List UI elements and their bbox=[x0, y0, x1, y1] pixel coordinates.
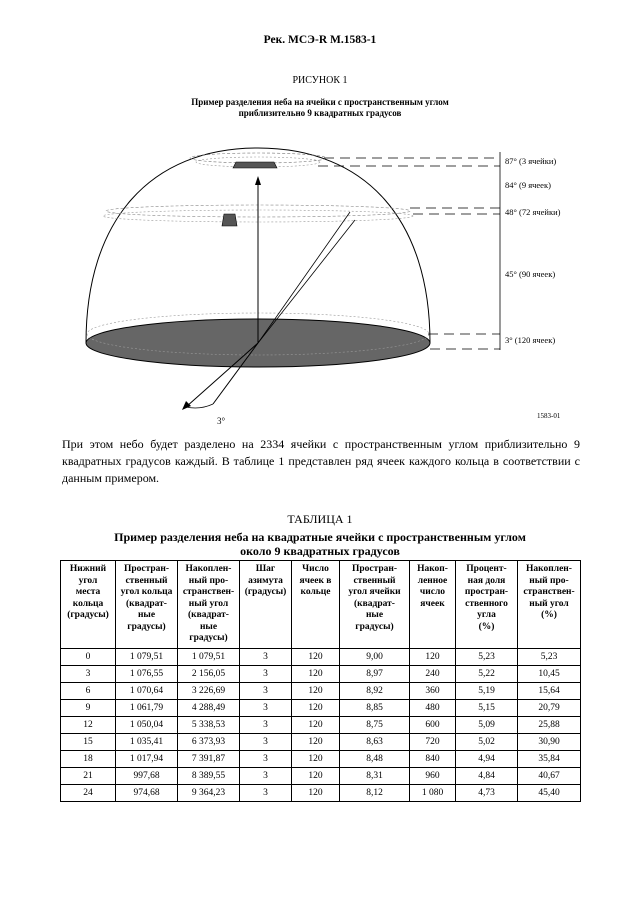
table-cell: 8,31 bbox=[340, 767, 410, 784]
table-cell: 9 364,23 bbox=[178, 784, 240, 801]
table-cell: 24 bbox=[61, 784, 116, 801]
table-row bbox=[61, 699, 581, 716]
table-cell: 1 017,94 bbox=[116, 750, 178, 767]
table-cell: 3 bbox=[240, 750, 292, 767]
table-cell: 8,85 bbox=[340, 699, 410, 716]
table-row bbox=[61, 682, 581, 699]
table-cell: 5,19 bbox=[456, 682, 518, 699]
azimuth-angle-label: 3° bbox=[217, 416, 226, 426]
axis-arrow bbox=[255, 176, 261, 185]
table-cell: 1 061,79 bbox=[116, 699, 178, 716]
table-cell: 5,02 bbox=[456, 733, 518, 750]
figure-label: РИСУНОК 1 bbox=[292, 75, 348, 86]
table-cell: 1 080 bbox=[410, 784, 456, 801]
data-table bbox=[60, 560, 581, 802]
table-row bbox=[61, 733, 581, 750]
table-cell: 35,84 bbox=[518, 750, 581, 767]
table-cell: 5,09 bbox=[456, 716, 518, 733]
figure-id: 1583-01 bbox=[537, 412, 561, 420]
table-cell: 1 076,55 bbox=[116, 665, 178, 682]
table-cell: 120 bbox=[292, 682, 340, 699]
table-cell: 120 bbox=[292, 784, 340, 801]
table-label: ТАБЛИЦА 1 bbox=[287, 512, 353, 526]
table-cell: 360 bbox=[410, 682, 456, 699]
table-cell: 0 bbox=[61, 648, 116, 665]
table-title-line: около 9 квадратных градусов bbox=[240, 544, 400, 558]
table-header-cell: Накоплен- ный про- странствен- ный угол (%) bbox=[518, 561, 581, 649]
table-cell: 3 bbox=[240, 699, 292, 716]
table-cell: 840 bbox=[410, 750, 456, 767]
table-cell: 30,90 bbox=[518, 733, 581, 750]
table-cell: 120 bbox=[292, 716, 340, 733]
table-cell: 45,40 bbox=[518, 784, 581, 801]
table-cell: 9 bbox=[61, 699, 116, 716]
table-cell: 120 bbox=[292, 767, 340, 784]
table-cell: 21 bbox=[61, 767, 116, 784]
table-title-line: Пример разделения неба на квадратные ячейки с пространственным углом bbox=[114, 530, 526, 544]
table-cell: 7 391,87 bbox=[178, 750, 240, 767]
table-cell: 960 bbox=[410, 767, 456, 784]
table-cell: 1 079,51 bbox=[178, 648, 240, 665]
table-cell: 8,75 bbox=[340, 716, 410, 733]
ring-label-3: 3° (120 ячеек) bbox=[505, 335, 556, 345]
table-cell: 15,64 bbox=[518, 682, 581, 699]
table-cell: 5,15 bbox=[456, 699, 518, 716]
table-header-cell: Число ячеек в кольце bbox=[292, 561, 340, 649]
table-header-cell: Накоплен- ный про- странствен- ный угол (квадрат- ные градусы) bbox=[178, 561, 240, 649]
table-cell: 12 bbox=[61, 716, 116, 733]
table-header-cell: Процент- ная доля простран- ственного угла (%) bbox=[456, 561, 518, 649]
table-cell: 40,67 bbox=[518, 767, 581, 784]
table-cell: 1 035,41 bbox=[116, 733, 178, 750]
table-header-cell: Нижний угол места кольца (градусы) bbox=[61, 561, 116, 649]
figure-title-line: приблизительно 9 квадратных градусов bbox=[238, 108, 402, 118]
table-cell: 3 bbox=[240, 682, 292, 699]
table-cell: 120 bbox=[292, 750, 340, 767]
table-row bbox=[61, 784, 581, 801]
table-cell: 18 bbox=[61, 750, 116, 767]
table-cell: 480 bbox=[410, 699, 456, 716]
table-cell: 4,84 bbox=[456, 767, 518, 784]
table-cell: 15 bbox=[61, 733, 116, 750]
table-cell: 974,68 bbox=[116, 784, 178, 801]
ring-label-45: 45° (90 ячеек) bbox=[505, 269, 556, 279]
table-header-cell: Простран- ственный угол кольца (квадрат- ные градусы) bbox=[116, 561, 178, 649]
table-cell: 3 bbox=[240, 767, 292, 784]
table-cell: 10,45 bbox=[518, 665, 581, 682]
table-header-cell: Накоп- ленное число ячеек bbox=[410, 561, 456, 649]
table-cell: 8,97 bbox=[340, 665, 410, 682]
body-paragraph: При этом небо будет разделено на 2334 ячейки с пространственным углом приблизительно 9 квадратных градусов каждый. В таблице 1 представлен ряд ячеек каждого кольца в соответствии с данным примером. bbox=[62, 437, 580, 485]
table-cell: 4,73 bbox=[456, 784, 518, 801]
table-cell: 5,23 bbox=[456, 648, 518, 665]
table-title bbox=[0, 530, 640, 558]
table-cell: 3 bbox=[61, 665, 116, 682]
table-row bbox=[61, 648, 581, 665]
cell-87deg bbox=[233, 162, 277, 168]
table-row bbox=[61, 767, 581, 784]
table-cell: 8,63 bbox=[340, 733, 410, 750]
table-header-row bbox=[61, 561, 581, 649]
table-cell: 120 bbox=[292, 699, 340, 716]
table-cell: 1 070,64 bbox=[116, 682, 178, 699]
table-cell: 3 bbox=[240, 716, 292, 733]
page-header: Рек. МСЭ-R M.1583-1 bbox=[263, 34, 377, 46]
ring-label-48: 48° (72 ячейки) bbox=[505, 207, 561, 217]
table-cell: 5,22 bbox=[456, 665, 518, 682]
table-cell: 2 156,05 bbox=[178, 665, 240, 682]
table-cell: 720 bbox=[410, 733, 456, 750]
table-header-cell: Шаг азимута (градусы) bbox=[240, 561, 292, 649]
table-row bbox=[61, 716, 581, 733]
table-cell: 20,79 bbox=[518, 699, 581, 716]
table-row bbox=[61, 750, 581, 767]
table-body bbox=[61, 648, 581, 801]
ring-87deg bbox=[190, 153, 326, 163]
table-cell: 8 389,55 bbox=[178, 767, 240, 784]
table-cell: 6 bbox=[61, 682, 116, 699]
table-cell: 240 bbox=[410, 665, 456, 682]
table-cell: 3 bbox=[240, 648, 292, 665]
table-cell: 3 bbox=[240, 784, 292, 801]
table-cell: 3 bbox=[240, 733, 292, 750]
table-cell: 5,23 bbox=[518, 648, 581, 665]
table-cell: 8,92 bbox=[340, 682, 410, 699]
table-cell: 9,00 bbox=[340, 648, 410, 665]
figure-title-line: Пример разделения неба на ячейки с пространственным углом bbox=[191, 97, 449, 107]
table-cell: 25,88 bbox=[518, 716, 581, 733]
ring-label-84: 84° (9 ячеек) bbox=[505, 180, 551, 190]
table-cell: 120 bbox=[292, 733, 340, 750]
table-cell: 120 bbox=[292, 648, 340, 665]
table-cell: 120 bbox=[410, 648, 456, 665]
azimuth-arrow-1 bbox=[182, 401, 191, 410]
table-cell: 1 050,04 bbox=[116, 716, 178, 733]
table-cell: 600 bbox=[410, 716, 456, 733]
cell-48deg bbox=[222, 214, 237, 226]
table-cell: 5 338,53 bbox=[178, 716, 240, 733]
table-cell: 4 288,49 bbox=[178, 699, 240, 716]
table-cell: 8,12 bbox=[340, 784, 410, 801]
table-cell: 8,48 bbox=[340, 750, 410, 767]
table-cell: 120 bbox=[292, 665, 340, 682]
table-cell: 4,94 bbox=[456, 750, 518, 767]
ring-label-87: 87° (3 ячейки) bbox=[505, 156, 557, 166]
table-cell: 1 079,51 bbox=[116, 648, 178, 665]
table-cell: 6 373,93 bbox=[178, 733, 240, 750]
table-cell: 3 bbox=[240, 665, 292, 682]
table-row bbox=[61, 665, 581, 682]
sky-hemisphere-figure bbox=[0, 0, 640, 430]
table-cell: 997,68 bbox=[116, 767, 178, 784]
table-header-cell: Простран- ственный угол ячейки (квадрат- ные градусы) bbox=[340, 561, 410, 649]
table-cell: 3 226,69 bbox=[178, 682, 240, 699]
